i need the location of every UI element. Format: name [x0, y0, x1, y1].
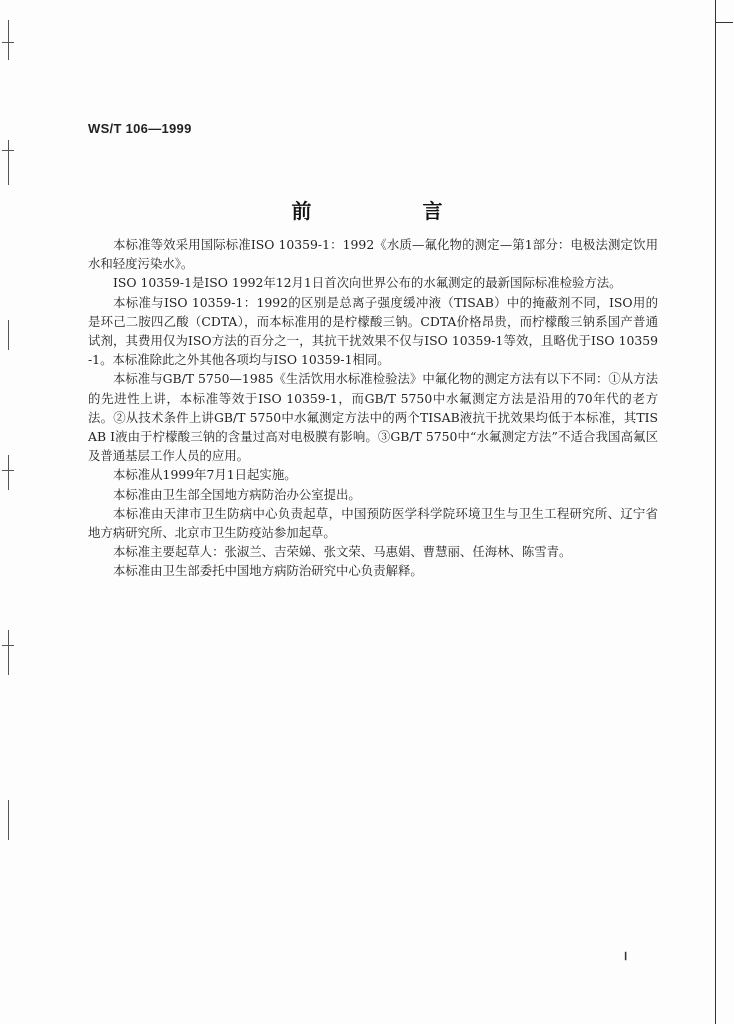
scan-margin-dash — [8, 20, 9, 60]
scan-edge-tick — [715, 22, 733, 23]
standard-code: WS/T 106—1999 — [88, 121, 192, 136]
page-title: 前 言 — [291, 199, 495, 223]
scan-margin-dash — [8, 630, 9, 675]
scan-margin-dash — [8, 140, 9, 185]
scan-margin-dash — [8, 800, 9, 840]
scan-margin-tick — [2, 470, 14, 471]
foreword-body — [88, 235, 658, 581]
scan-edge-line — [715, 0, 716, 1024]
paragraph: 本标准主要起草人：张淑兰、吉荣娣、张文荣、马惠娟、曹慧丽、任海林、陈雪青。 — [113, 544, 572, 560]
scan-margin-dash — [8, 455, 9, 490]
paragraph: 本标准与GB/T 5750—1985《生活饮用水标准检验法》中氟化物的测定方法有以下不同：①从方法的先进性上讲，本标准等效于ISO 10359-1，而GB/T 5750中水氟测定方法是沿用的70年代的老方法。②从技术条件上讲GB/T 5750中水氟测定方法中的两个TISAB液抗干扰效果均低于本标准，其TISAB Ⅰ液由于柠檬酸三钠的含量过高对电极膜有影响。③GB/T 5750中“水氟测定方法”不适合我国高氟区及普通基层工作人员的应用。 — [88, 371, 658, 464]
paragraph: ISO 10359-1是ISO 1992年12月1日首次向世界公布的水氟测定的最新国际标准检验方法。 — [113, 275, 622, 291]
paragraph: 本标准从1999年7月1日起实施。 — [113, 467, 297, 483]
paragraph: 本标准由天津市卫生防病中心负责起草，中国预防医学科学院环境卫生与卫生工程研究所、辽宁省地方病研究所、北京市卫生防疫站参加起草。 — [88, 505, 658, 541]
scan-margin-tick — [2, 645, 14, 646]
paragraph: 本标准与ISO 10359-1：1992的区别是总离子强度缓冲液（TISAB）中的掩蔽剂不同，ISO用的是环己二胺四乙酸（CDTA），而本标准用的是柠檬酸三钠。CDTA价格昂贵，而柠檬酸三钠系国产普通试剂，其费用仅为ISO方法的百分之一，其抗干扰效果不仅与ISO 10359-1等效，且略优于ISO 10359-1。本标准除此之外其他各项均与ISO 10359-1相同。 — [88, 294, 658, 368]
paragraph: 本标准由卫生部委托中国地方病防治研究中心负责解释。 — [113, 563, 423, 579]
page-number: Ⅰ — [624, 951, 628, 963]
scan-margin-tick — [2, 42, 14, 43]
paragraph: 本标准由卫生部全国地方病防治办公室提出。 — [113, 486, 361, 502]
paragraph: 本标准等效采用国际标准ISO 10359-1：1992《水质—氟化物的测定—第1部分：电极法测定饮用水和轻度污染水》。 — [88, 237, 658, 272]
scan-margin-dash — [8, 320, 9, 350]
scan-margin-tick — [2, 150, 14, 151]
